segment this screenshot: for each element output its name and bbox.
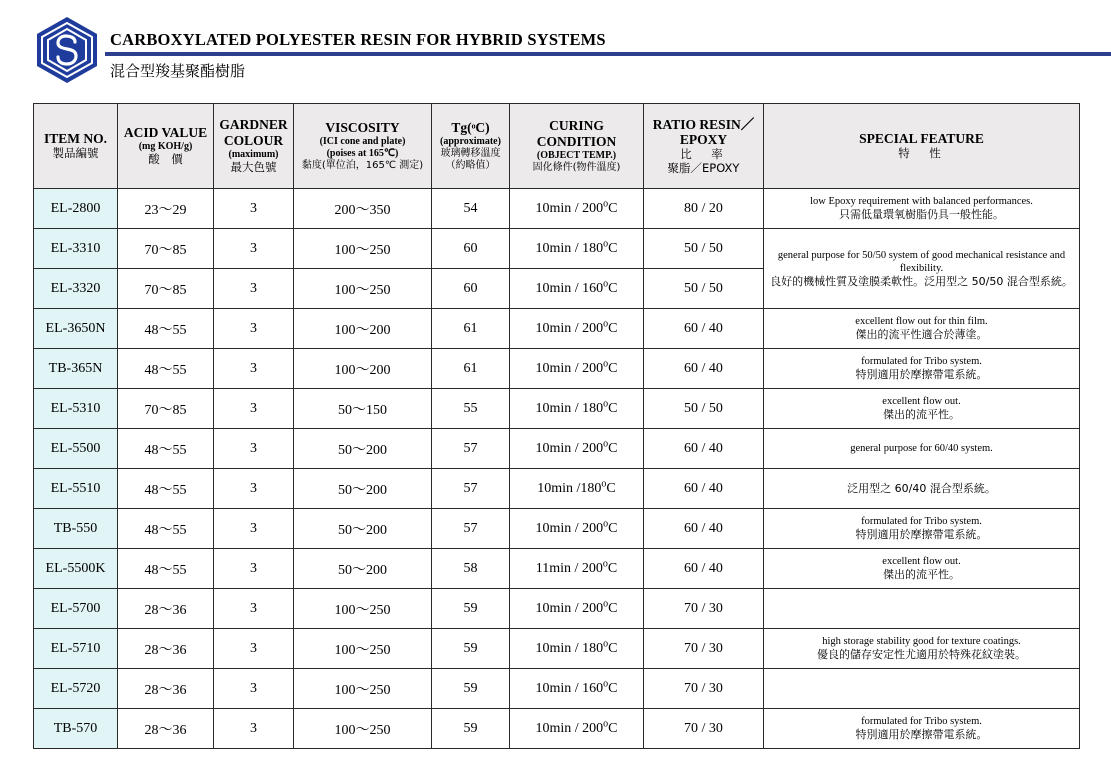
cell-acid-value: 23～29 [118,189,214,229]
cell-acid-value: 28～36 [118,709,214,749]
curing-unit: C [608,720,618,736]
cell-item-no: EL-2800 [34,189,118,229]
cell-curing [510,309,644,349]
header-en: GARDNER COLOUR [219,117,288,149]
curing-unit: C [607,560,618,576]
cell-viscosity: 100～250 [294,629,432,669]
feature-zh: 優良的儲存安定性尤適用於特殊花紋塗裝。 [817,648,1026,662]
feature-en: formulated for Tribo system. [861,716,982,728]
degree-symbol: o [603,597,609,609]
degree-symbol: o [603,437,609,449]
cell-acid-value: 70～85 [118,229,214,269]
cell-viscosity: 50～200 [294,509,432,549]
cell-special-feature [764,189,1080,229]
cell-item-no: EL-5720 [34,669,118,709]
cell-tg: 60 [432,269,510,309]
feature-en: excellent flow out. [882,396,961,408]
curing-value: 11min / 200 [535,560,603,576]
header-zh: 最大色號 [230,160,277,175]
cell-gardner: 3 [214,229,294,269]
cell-ratio: 80 / 20 [644,189,764,229]
table-row [34,709,1080,749]
spec-table [33,103,1080,749]
curing-value: 10min /180 [537,480,602,496]
curing-unit: C [608,320,618,336]
feature-zh: 泛用型之 60/40 混合型系統。 [847,481,996,495]
column-header-viscosity [294,104,432,189]
cell-viscosity: 100～250 [294,589,432,629]
header-en: ACID VALUE [123,125,208,141]
header-sub: (mg KOH/g) [138,141,193,153]
degree-symbol: o [603,317,609,329]
cell-item-no: EL-5700 [34,589,118,629]
cell-ratio: 60 / 40 [644,429,764,469]
table-head [34,104,1080,189]
degree-symbol: o [603,397,609,409]
cell-acid-value: 48～55 [118,469,214,509]
column-header-ratio [644,104,764,189]
cell-curing [510,429,644,469]
feature-en: general purpose for 60/40 system. [850,442,993,454]
degree-symbol: o [603,197,609,209]
curing-unit: C [608,240,618,256]
feature-en: low Epoxy requirement with balanced performances. [810,196,1033,208]
feature-en: excellent flow out for thin film. [855,316,988,328]
header-sub: (maximum) [228,149,279,161]
header-zh: 黏度(單位泊，165℃ 測定) [301,159,424,171]
curing-value: 10min / 200 [535,520,604,536]
cell-viscosity: 100～250 [294,669,432,709]
header-zh: 特 性 [898,146,945,161]
feature-en: excellent flow out. [882,556,961,568]
curing-unit: C [606,480,616,496]
cell-viscosity: 100～250 [294,269,432,309]
spec-table-wrapper [33,103,1079,749]
cell-curing [510,549,644,589]
cell-ratio: 60 / 40 [644,549,764,589]
cell-ratio: 50 / 50 [644,389,764,429]
cell-special-feature [764,589,1080,629]
title-divider [105,52,1111,56]
feature-en: general purpose for 50/50 system of good mechanical resistance and flexibility. [777,249,1066,274]
cell-acid-value: 48～55 [118,549,214,589]
cell-gardner: 3 [214,429,294,469]
column-header-curing-condition [510,104,644,189]
degree-symbol: o [603,357,609,369]
cell-curing [510,349,644,389]
cell-curing [510,189,644,229]
cell-special-feature [764,549,1080,589]
cell-viscosity: 100～250 [294,229,432,269]
header-en: VISCOSITY [325,120,400,136]
header-sub-2: (poises at 165℃) [326,148,399,160]
cell-gardner: 3 [214,549,294,589]
header-zh: 玻璃轉移溫度 [440,148,501,160]
cell-ratio: 50 / 50 [644,269,764,309]
curing-value: 10min / 180 [535,640,604,656]
cell-item-no: TB-570 [34,709,118,749]
cell-curing [510,509,644,549]
cell-viscosity: 50～200 [294,549,432,589]
cell-curing [510,389,644,429]
cell-item-no: EL-5510 [34,469,118,509]
curing-unit: C [608,200,618,216]
table-row [34,389,1080,429]
cell-special-feature [764,349,1080,389]
feature-zh: 特別適用於摩擦帶電系統。 [855,528,988,542]
cell-item-no: EL-5310 [34,389,118,429]
hexagon-s-logo-icon [31,14,103,86]
cell-gardner: 3 [214,269,294,309]
cell-curing [510,669,644,709]
table-row [34,589,1080,629]
curing-value: 10min / 200 [535,200,604,216]
header-en: RATIO RESIN／EPOXY [652,116,755,148]
curing-unit: C [608,640,618,656]
cell-special-feature [764,309,1080,349]
cell-special-feature [764,709,1080,749]
cell-special-feature [764,629,1080,669]
cell-tg: 59 [432,669,510,709]
cell-ratio: 70 / 30 [644,589,764,629]
cell-acid-value: 48～55 [118,309,214,349]
feature-zh: 特別適用於摩擦帶電系統。 [855,728,988,742]
cell-tg: 59 [432,589,510,629]
table-row [34,629,1080,669]
cell-item-no: EL-5500K [34,549,118,589]
cell-tg: 61 [432,309,510,349]
header-zh: 比 率 [680,147,727,162]
table-row [34,429,1080,469]
cell-viscosity: 50～200 [294,469,432,509]
header-zh-2: 聚脂／EPOXY [667,160,740,175]
cell-ratio: 70 / 30 [644,709,764,749]
table-row [34,349,1080,389]
feature-zh: 良好的機械性質及塗膜柔軟性。泛用型之 50/50 混合型系統。 [770,274,1073,288]
column-header-gardner-colour [214,104,294,189]
cell-viscosity: 100～200 [294,349,432,389]
cell-viscosity: 50～150 [294,389,432,429]
cell-special-feature [764,469,1080,509]
curing-value: 10min / 160 [535,680,604,696]
cell-item-no: TB-550 [34,509,118,549]
cell-ratio: 60 / 40 [644,469,764,509]
cell-tg: 57 [432,429,510,469]
cell-ratio: 60 / 40 [644,309,764,349]
cell-tg: 59 [432,629,510,669]
cell-acid-value: 70～85 [118,269,214,309]
cell-ratio: 70 / 30 [644,629,764,669]
curing-value: 10min / 200 [535,360,604,376]
feature-zh: 傑出的流平性。 [883,408,960,422]
cell-special-feature [764,669,1080,709]
header-en: ITEM NO. [43,131,107,147]
curing-value: 10min / 200 [535,600,604,616]
cell-acid-value: 48～55 [118,349,214,389]
table-row [34,309,1080,349]
curing-value: 10min / 200 [535,320,604,336]
header-en: Tg(ᵒC) [451,120,490,136]
header-sub: (ICI cone and plate) [319,136,406,148]
degree-symbol: o [602,557,608,569]
curing-unit: C [608,440,618,456]
curing-value: 10min / 200 [535,720,604,736]
curing-unit: C [608,400,618,416]
cell-acid-value: 28～36 [118,589,214,629]
header-zh: 酸 價 [148,152,183,167]
company-logo [31,14,103,86]
cell-item-no: EL-3650N [34,309,118,349]
curing-value: 10min / 180 [535,240,604,256]
cell-gardner: 3 [214,709,294,749]
cell-gardner: 3 [214,389,294,429]
degree-symbol: o [603,277,609,289]
cell-gardner: 3 [214,349,294,389]
curing-unit: C [608,520,618,536]
header-sub: (OBJECT TEMP.) [536,150,617,162]
cell-curing [510,589,644,629]
cell-viscosity: 50～200 [294,429,432,469]
curing-value: 10min / 160 [535,280,604,296]
header-en: SPECIAL FEATURE [859,131,984,147]
degree-symbol: o [603,517,609,529]
cell-viscosity: 200～350 [294,189,432,229]
feature-zh: 只需低量環氧樹脂仍具一般性能。 [839,208,1004,222]
feature-zh: 傑出的流平性。 [883,568,960,582]
document-header [0,0,1111,92]
cell-curing [510,629,644,669]
table-row [34,469,1080,509]
feature-zh: 傑出的流平性適合於薄塗。 [855,328,988,342]
cell-acid-value: 48～55 [118,509,214,549]
table-body [34,189,1080,749]
page-title: CARBOXYLATED POLYESTER RESIN FOR HYBRID SYSTEMS [110,30,606,49]
table-row [34,509,1080,549]
cell-acid-value: 48～55 [118,429,214,469]
cell-gardner: 3 [214,469,294,509]
degree-symbol: o [603,717,609,729]
curing-unit: C [608,280,618,296]
cell-item-no: EL-3310 [34,229,118,269]
cell-ratio: 70 / 30 [644,669,764,709]
header-en: CURING CONDITION [536,118,617,150]
curing-value: 10min / 200 [535,440,604,456]
cell-gardner: 3 [214,669,294,709]
cell-acid-value: 70～85 [118,389,214,429]
degree-symbol: o [601,477,607,489]
cell-acid-value: 28～36 [118,629,214,669]
header-zh-2: （約略值） [445,159,496,171]
cell-gardner: 3 [214,309,294,349]
column-header-special-feature [764,104,1080,189]
cell-special-feature [764,509,1080,549]
column-header-tg [432,104,510,189]
cell-gardner: 3 [214,509,294,549]
cell-curing [510,469,644,509]
page-subtitle: 混合型羧基聚酯樹脂 [110,62,246,80]
table-row [34,189,1080,229]
header-zh: 製品編號 [52,146,99,161]
cell-ratio: 50 / 50 [644,229,764,269]
cell-item-no: TB-365N [34,349,118,389]
cell-gardner: 3 [214,629,294,669]
cell-tg: 55 [432,389,510,429]
cell-tg: 54 [432,189,510,229]
cell-gardner: 3 [214,189,294,229]
degree-symbol: o [603,237,609,249]
header-zh: 固化條件(物件溫度) [532,161,621,173]
cell-special-feature [764,389,1080,429]
cell-gardner: 3 [214,589,294,629]
feature-en: high storage stability good for texture coatings. [822,636,1021,648]
cell-curing [510,229,644,269]
degree-symbol: o [603,677,609,689]
cell-special-feature [764,429,1080,469]
cell-special-feature [764,229,1080,309]
feature-zh: 特別適用於摩擦帶電系統。 [855,368,988,382]
cell-tg: 57 [432,469,510,509]
curing-unit: C [608,600,618,616]
curing-unit: C [608,680,618,696]
cell-tg: 58 [432,549,510,589]
curing-unit: C [608,360,618,376]
cell-item-no: EL-5500 [34,429,118,469]
table-row [34,549,1080,589]
cell-viscosity: 100～250 [294,709,432,749]
cell-curing [510,269,644,309]
cell-tg: 61 [432,349,510,389]
cell-item-no: EL-5710 [34,629,118,669]
degree-symbol: o [603,637,609,649]
table-row [34,669,1080,709]
cell-curing [510,709,644,749]
column-header-acid-value [118,104,214,189]
curing-value: 10min / 180 [535,400,604,416]
column-header-item-no [34,104,118,189]
cell-viscosity: 100～200 [294,309,432,349]
feature-en: formulated for Tribo system. [861,356,982,368]
cell-ratio: 60 / 40 [644,349,764,389]
cell-tg: 59 [432,709,510,749]
cell-item-no: EL-3320 [34,269,118,309]
cell-tg: 57 [432,509,510,549]
table-row [34,229,1080,269]
cell-tg: 60 [432,229,510,269]
header-sub: (approximate) [440,136,501,148]
cell-ratio: 60 / 40 [644,509,764,549]
table-header-row [34,104,1080,189]
cell-acid-value: 28～36 [118,669,214,709]
feature-en: formulated for Tribo system. [861,516,982,528]
